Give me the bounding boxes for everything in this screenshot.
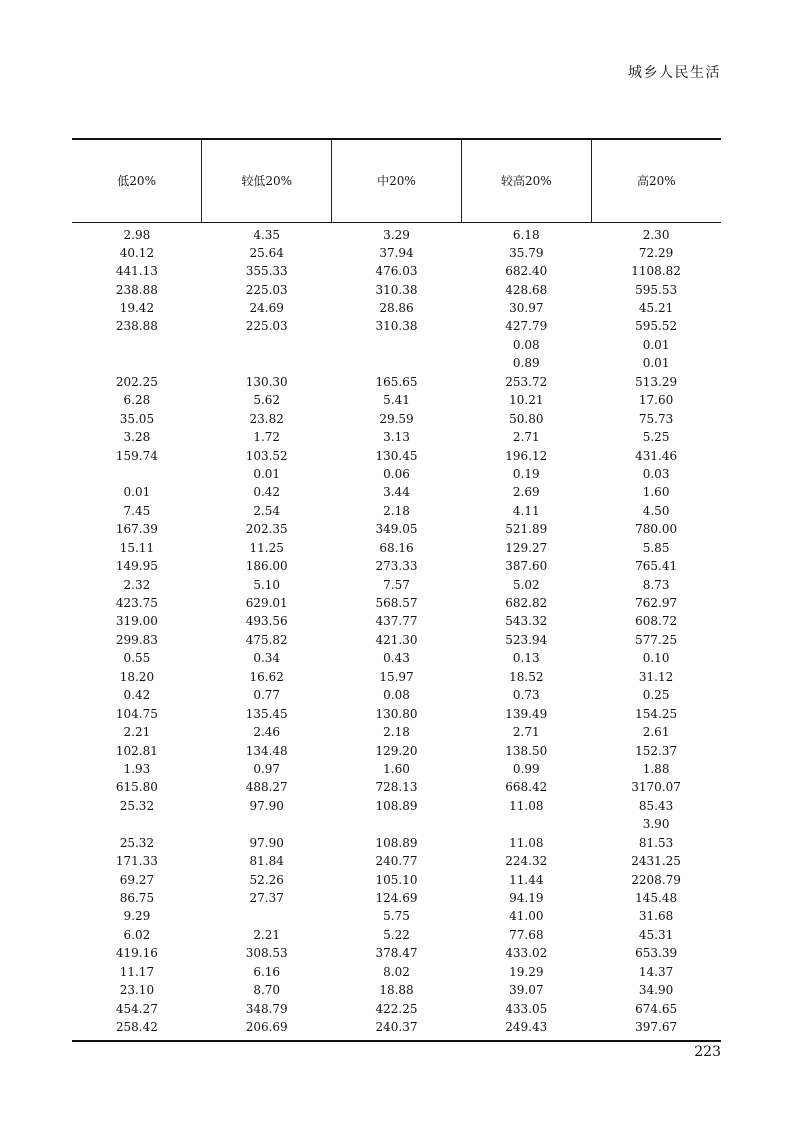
- table-cell: 149.95: [115, 559, 158, 574]
- table-row: [72, 391, 721, 409]
- table-cell: 25.32: [119, 835, 155, 850]
- table-row: [72, 834, 721, 852]
- table-cell: 397.67: [635, 1020, 678, 1035]
- table-cell: 5.41: [383, 393, 410, 408]
- table-cell: 35.79: [509, 245, 544, 260]
- table-row: [72, 244, 721, 262]
- table-row: [72, 354, 721, 372]
- table-cell: 75.73: [638, 411, 674, 426]
- table-cell: 240.37: [375, 1020, 418, 1035]
- table-cell: 253.72: [505, 374, 548, 389]
- table-cell: 1.60: [383, 761, 410, 776]
- table-cell: 476.03: [375, 264, 418, 279]
- table-cell: 348.79: [245, 1001, 288, 1016]
- table-cell: 421.30: [375, 632, 418, 647]
- table-cell: 14.37: [638, 964, 674, 979]
- table-cell: 1.88: [642, 761, 670, 776]
- table-cell: 138.50: [505, 743, 548, 758]
- table-cell: 2.71: [512, 725, 540, 740]
- table-cell: 493.56: [245, 614, 288, 629]
- table-cell: 249.43: [505, 1020, 548, 1035]
- table-cell: 18.52: [509, 669, 544, 684]
- table-cell: 5.75: [383, 909, 410, 924]
- table-cell: 4.35: [253, 227, 281, 242]
- table-cell: 8.70: [253, 983, 281, 998]
- table-cell: 105.10: [375, 872, 418, 887]
- table-row: [72, 557, 721, 575]
- table-cell: 2.71: [512, 430, 540, 445]
- table-cell: 0.73: [512, 688, 540, 703]
- table-cell: 10.21: [509, 393, 544, 408]
- table-cell: 0.77: [253, 688, 281, 703]
- table-row: [72, 373, 721, 391]
- table-row: [72, 502, 721, 520]
- column-header-middle-20: 中20%: [332, 139, 462, 222]
- table-cell: 8.02: [383, 964, 410, 979]
- table-cell: 2.21: [123, 725, 151, 740]
- table-cell: 0.25: [642, 688, 670, 703]
- table-cell: 202.25: [115, 374, 158, 389]
- table-cell: 258.42: [115, 1020, 158, 1035]
- table-row: [72, 981, 721, 999]
- table-row: [72, 963, 721, 981]
- table-cell: 24.69: [249, 301, 284, 316]
- table-row: [72, 852, 721, 870]
- table-cell: [332, 336, 462, 354]
- table-cell: [202, 354, 332, 372]
- table-cell: 154.25: [635, 706, 678, 721]
- table-cell: 378.47: [375, 946, 418, 961]
- table-cell: 39.07: [509, 983, 544, 998]
- table-cell: 11.17: [119, 964, 155, 979]
- table-cell: 3.13: [383, 430, 410, 445]
- table-cell: 52.26: [249, 872, 284, 887]
- table-row: [72, 649, 721, 667]
- table-cell: 11.08: [509, 798, 544, 813]
- table-cell: 224.32: [505, 854, 548, 869]
- table-cell: 433.02: [505, 946, 548, 961]
- table-row: [72, 815, 721, 833]
- table-cell: 1108.82: [631, 264, 681, 279]
- table-row: [72, 336, 721, 354]
- table-cell: 0.42: [123, 688, 151, 703]
- table-cell: 72.29: [638, 245, 674, 260]
- table-cell: [202, 336, 332, 354]
- table-cell: 310.38: [375, 319, 418, 334]
- table-cell: 186.00: [245, 559, 288, 574]
- table-cell: 488.27: [245, 780, 288, 795]
- table-row: [72, 222, 721, 244]
- table-cell: 674.65: [635, 1001, 678, 1016]
- table-cell: 310.38: [375, 282, 418, 297]
- table-cell: [72, 815, 202, 833]
- table-cell: 27.37: [249, 891, 284, 906]
- column-header-high-20: 高20%: [591, 139, 721, 222]
- table-cell: 81.53: [638, 835, 674, 850]
- table-cell: 25.32: [119, 798, 155, 813]
- table-cell: 0.97: [253, 761, 281, 776]
- table-cell: 225.03: [245, 319, 288, 334]
- table-cell: 3.90: [642, 817, 670, 832]
- table-cell: 23.82: [249, 411, 284, 426]
- table-cell: 0.99: [512, 761, 540, 776]
- table-cell: 102.81: [115, 743, 158, 758]
- table-cell: 615.80: [115, 780, 158, 795]
- table-cell: 8.73: [642, 577, 670, 592]
- table-row: [72, 926, 721, 944]
- table-cell: 668.42: [505, 780, 548, 795]
- table-row: [72, 723, 721, 741]
- table-row: [72, 520, 721, 538]
- table-cell: 19.42: [119, 301, 155, 316]
- table-cell: [332, 354, 462, 372]
- table-cell: 568.57: [375, 596, 418, 611]
- table-cell: 577.25: [635, 632, 678, 647]
- table-row: [72, 262, 721, 280]
- table-cell: 1.60: [642, 485, 670, 500]
- data-table: [72, 138, 721, 1036]
- table-cell: 5.22: [383, 927, 410, 942]
- table-cell: 85.43: [638, 798, 674, 813]
- table-cell: 273.33: [375, 559, 418, 574]
- table-cell: 171.33: [115, 854, 158, 869]
- table-cell: 134.48: [245, 743, 288, 758]
- table-cell: 765.41: [635, 559, 678, 574]
- table-cell: 2.61: [642, 725, 670, 740]
- table-cell: 18.20: [119, 669, 155, 684]
- table-cell: 238.88: [115, 282, 158, 297]
- table-row: [72, 1018, 721, 1036]
- table-cell: 2208.79: [631, 872, 681, 887]
- table-cell: 68.16: [379, 540, 414, 555]
- table-cell: 475.82: [245, 632, 288, 647]
- running-head: 城乡人民生活: [628, 65, 721, 81]
- table-cell: 206.69: [245, 1020, 288, 1035]
- table-cell: 11.44: [509, 872, 544, 887]
- table-cell: 37.94: [379, 245, 414, 260]
- table-cell: 0.01: [253, 466, 281, 481]
- table-cell: 5.02: [512, 577, 540, 592]
- table-cell: 31.68: [638, 909, 674, 924]
- table-cell: 5.85: [642, 540, 670, 555]
- table-cell: 653.39: [635, 946, 678, 961]
- table-cell: 7.57: [383, 577, 410, 592]
- table-cell: 3.44: [383, 485, 410, 500]
- table-cell: 433.05: [505, 1001, 548, 1016]
- table-row: [72, 889, 721, 907]
- table-cell: 17.60: [638, 393, 674, 408]
- table-cell: 349.05: [375, 522, 418, 537]
- table-row: [72, 778, 721, 796]
- table-cell: 308.53: [245, 946, 288, 961]
- table-cell: 167.39: [115, 522, 158, 537]
- table-row: [72, 612, 721, 630]
- table-cell: 2.98: [123, 227, 151, 242]
- table-cell: 5.25: [642, 430, 670, 445]
- table-cell: 387.60: [505, 559, 548, 574]
- table-cell: 9.29: [123, 909, 151, 924]
- table-row: [72, 575, 721, 593]
- table-cell: 16.62: [249, 669, 284, 684]
- table-cell: 6.28: [123, 393, 151, 408]
- table-cell: 0.03: [642, 466, 670, 481]
- table-cell: 2.18: [383, 503, 410, 518]
- table-cell: 108.89: [375, 835, 418, 850]
- table-cell: 130.45: [375, 448, 418, 463]
- table-cell: 30.97: [509, 301, 544, 316]
- table-cell: 0.55: [123, 651, 151, 666]
- header-row: [72, 139, 721, 222]
- table-cell: 299.83: [115, 632, 158, 647]
- table-row: [72, 870, 721, 888]
- table-cell: 15.97: [379, 669, 414, 684]
- table-cell: 23.10: [119, 983, 155, 998]
- table-row: [72, 704, 721, 722]
- table-cell: 45.21: [638, 301, 674, 316]
- table-row: [72, 760, 721, 778]
- table-cell: 7.45: [123, 503, 151, 518]
- table-cell: 2431.25: [631, 854, 681, 869]
- table-row: [72, 409, 721, 427]
- table-row: [72, 446, 721, 464]
- table-cell: 108.89: [375, 798, 418, 813]
- table-cell: 2.46: [253, 725, 281, 740]
- table-cell: 11.25: [249, 540, 284, 555]
- table-cell: 45.31: [638, 927, 674, 942]
- table-cell: 0.06: [383, 466, 410, 481]
- table-cell: 2.30: [642, 227, 670, 242]
- table-cell: 31.12: [638, 669, 674, 684]
- table-cell: 6.18: [512, 227, 540, 242]
- table-cell: 0.08: [383, 688, 410, 703]
- table-cell: 238.88: [115, 319, 158, 334]
- table-row: [72, 299, 721, 317]
- table-cell: 225.03: [245, 282, 288, 297]
- table-cell: 0.08: [512, 337, 540, 352]
- table-cell: 3170.07: [631, 780, 681, 795]
- table-cell: 0.34: [253, 651, 281, 666]
- table-cell: 682.40: [505, 264, 548, 279]
- table-cell: [202, 815, 332, 833]
- table-cell: 28.86: [379, 301, 414, 316]
- table-cell: 94.19: [509, 891, 544, 906]
- table-cell: 11.08: [509, 835, 544, 850]
- table-row: [72, 944, 721, 962]
- table-cell: 0.01: [642, 337, 670, 352]
- table-cell: 431.46: [635, 448, 678, 463]
- table-cell: 595.52: [635, 319, 678, 334]
- table-cell: 18.88: [379, 983, 414, 998]
- table-cell: [332, 815, 462, 833]
- table-row: [72, 686, 721, 704]
- table-cell: 4.11: [512, 503, 540, 518]
- table-cell: 104.75: [115, 706, 158, 721]
- table-cell: 196.12: [505, 448, 548, 463]
- table-cell: 139.49: [505, 706, 548, 721]
- table-cell: 437.77: [375, 614, 418, 629]
- table-row: [72, 741, 721, 759]
- column-header-lower-20: 较低20%: [202, 139, 332, 222]
- table-cell: 25.64: [249, 245, 284, 260]
- table-cell: 2.32: [123, 577, 151, 592]
- table-row: [72, 907, 721, 925]
- table-cell: 521.89: [505, 522, 548, 537]
- table-cell: 86.75: [119, 891, 155, 906]
- table-cell: 103.52: [245, 448, 288, 463]
- table-cell: 41.00: [509, 909, 544, 924]
- table-cell: [72, 465, 202, 483]
- table-bottom-rule: [72, 1040, 721, 1042]
- table-cell: 0.19: [512, 466, 540, 481]
- table-cell: 3.28: [123, 430, 151, 445]
- table-cell: 69.27: [119, 872, 155, 887]
- table-cell: 319.00: [115, 614, 158, 629]
- table-cell: 19.29: [509, 964, 544, 979]
- table-cell: 240.77: [375, 854, 418, 869]
- table-cell: 1.72: [253, 430, 281, 445]
- table-cell: 35.05: [119, 411, 155, 426]
- table-cell: 441.13: [115, 264, 158, 279]
- table-cell: 543.32: [505, 614, 548, 629]
- table-cell: 595.53: [635, 282, 678, 297]
- table-cell: 0.01: [123, 485, 151, 500]
- table-cell: 629.01: [245, 596, 288, 611]
- table-cell: 135.45: [245, 706, 288, 721]
- table-row: [72, 317, 721, 335]
- table-cell: 0.43: [383, 651, 410, 666]
- page-number: 223: [694, 1044, 721, 1060]
- table-cell: [72, 354, 202, 372]
- table-cell: 780.00: [635, 522, 678, 537]
- table-cell: 428.68: [505, 282, 548, 297]
- table-row: [72, 483, 721, 501]
- table-row: [72, 668, 721, 686]
- table-row: [72, 594, 721, 612]
- table-cell: [461, 815, 591, 833]
- table-cell: 355.33: [245, 264, 288, 279]
- table-cell: 165.65: [375, 374, 418, 389]
- table-cell: 419.16: [115, 946, 158, 961]
- table-cell: 159.74: [115, 448, 158, 463]
- table-cell: 3.29: [383, 227, 410, 242]
- table-cell: 762.97: [635, 596, 678, 611]
- table-cell: 129.27: [505, 540, 548, 555]
- table-cell: 97.90: [249, 798, 284, 813]
- table-cell: [202, 907, 332, 925]
- table-cell: 40.12: [119, 245, 155, 260]
- table-cell: 0.42: [253, 485, 281, 500]
- table-cell: 4.50: [642, 503, 670, 518]
- table-cell: 2.21: [253, 927, 281, 942]
- table-row: [72, 428, 721, 446]
- table-cell: 2.54: [253, 503, 281, 518]
- table-row: [72, 465, 721, 483]
- table-cell: 202.35: [245, 522, 288, 537]
- table-cell: 6.02: [123, 927, 151, 942]
- table-cell: 523.94: [505, 632, 548, 647]
- table-row: [72, 280, 721, 298]
- table-cell: 77.68: [509, 927, 544, 942]
- table-cell: 0.13: [512, 651, 540, 666]
- table-cell: 130.30: [245, 374, 288, 389]
- data-table-container: [72, 138, 721, 1042]
- table-cell: 0.01: [642, 356, 670, 371]
- table-cell: 129.20: [375, 743, 418, 758]
- column-header-low-20: 低20%: [117, 174, 156, 189]
- table-cell: 34.90: [638, 983, 674, 998]
- table-cell: 608.72: [635, 614, 678, 629]
- column-header-higher-20: 较高20%: [461, 139, 591, 222]
- table-cell: 0.10: [642, 651, 670, 666]
- table-cell: 728.13: [375, 780, 418, 795]
- table-cell: 422.25: [375, 1001, 418, 1016]
- table-row: [72, 797, 721, 815]
- table-cell: 454.27: [115, 1001, 158, 1016]
- table-cell: 5.10: [253, 577, 281, 592]
- table-row: [72, 539, 721, 557]
- table-cell: 124.69: [375, 891, 418, 906]
- table-cell: 130.80: [375, 706, 418, 721]
- table-cell: 682.82: [505, 596, 548, 611]
- table-row: [72, 631, 721, 649]
- table-cell: 2.18: [383, 725, 410, 740]
- table-cell: 5.62: [253, 393, 281, 408]
- table-cell: 2.69: [512, 485, 540, 500]
- table-cell: 0.89: [512, 356, 540, 371]
- table-cell: 1.93: [123, 761, 151, 776]
- table-cell: 6.16: [253, 964, 281, 979]
- table-header: [72, 139, 721, 222]
- table-cell: 15.11: [119, 540, 155, 555]
- table-row: [72, 999, 721, 1017]
- table-cell: 152.37: [635, 743, 678, 758]
- table-cell: 427.79: [505, 319, 548, 334]
- table-cell: [72, 336, 202, 354]
- table-cell: 145.48: [635, 891, 678, 906]
- table-cell: 29.59: [379, 411, 414, 426]
- table-cell: 81.84: [249, 854, 284, 869]
- table-cell: 513.29: [635, 374, 678, 389]
- table-cell: 97.90: [249, 835, 284, 850]
- table-cell: 423.75: [115, 596, 158, 611]
- table-body: [72, 222, 721, 1036]
- table-cell: 50.80: [509, 411, 544, 426]
